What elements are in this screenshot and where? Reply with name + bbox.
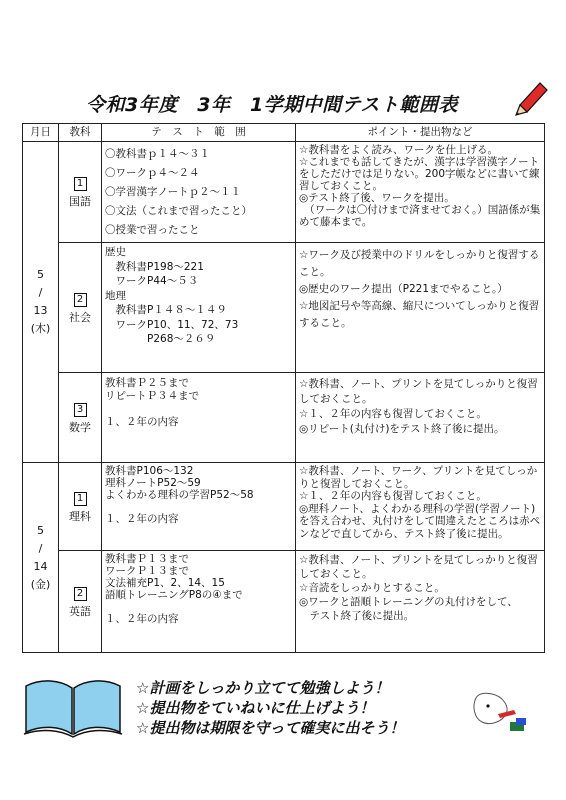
points-cell: ☆教科書、ノート、プリントを見てしっかりと復習しておくこと。 ☆１、２年の内容も復習しておくこと。 ◎リピート(丸付け)をテスト終了後に提出。 — [296, 373, 545, 463]
subject-cell — [59, 373, 102, 463]
subject-name: 社会 — [69, 310, 91, 324]
subject-cell — [59, 463, 102, 551]
header-date: 月日 — [23, 124, 59, 142]
subject-cell — [59, 142, 102, 243]
subject-name: 理科 — [69, 509, 91, 523]
points-cell: ☆ワーク及び授業中のドリルをしっかりと復習すること。 ◎歴史のワーク提出（P221までやること。） ☆地図記号や等高線、縮尺についてしっかりと復習すること。 — [296, 243, 545, 373]
page-title: 令和3年度 3年 1学期中間テスト範囲表 — [86, 94, 458, 116]
test-range-table — [22, 123, 545, 653]
subject-number: 1 — [74, 492, 87, 506]
points-cell: ☆教科書、ノート、ワーク、プリントを見てしっかりと復習しておくこと。 ☆１、２年の内容も復習しておくこと。 ◎理科ノート、よくわかる理科の学習(学習ノート)を答え合わせ、丸付けをして間違えたところは赤ペンなどで直してから、テスト終了後に提出。 — [296, 463, 545, 551]
range-cell: 教科書Ｐ１３まで ワークＰ１３まで 文法補充P1、2、14、15 語順トレーニングP8の④まで １、２年の内容 — [102, 551, 296, 653]
subject-number: 1 — [74, 177, 87, 191]
subject-name: 国語 — [69, 195, 91, 208]
slogan-line: ☆計画をしっかり立てて勉強しよう！ — [136, 679, 390, 697]
subject-number: 2 — [74, 587, 87, 601]
range-cell: 教科書Ｐ２５まで リピートＰ３４まで １、２年の内容 — [102, 373, 296, 463]
open-book-icon — [22, 672, 124, 740]
slogans — [136, 678, 404, 738]
subject-name: 数学 — [69, 420, 91, 434]
points-cell: ☆教科書、ノート、プリントを見てしっかりと復習しておくこと。 ☆音読をしっかりとすること。 ◎ワークと語順トレーニングの丸付けをして、 テスト終了後に提出。 — [296, 551, 545, 653]
subject-cell — [59, 243, 102, 373]
date-cell: 5 / 14 (金) — [23, 463, 59, 653]
date-cell: 5 / 13 (木) — [23, 142, 59, 463]
character-illustration — [468, 688, 530, 736]
header-subject: 教科 — [59, 124, 102, 142]
subject-name: 英語 — [69, 604, 91, 618]
points-cell: ☆教科書をよく読み、ワークを仕上げる。 ☆これまでも話してきたが、漢字は学習漢字ノートをしただけでは足りない。200字帳などに書いて練習しておくこと。 ◎テスト終了後、ワークを提出。 （ワークは〇付けまで済ませておく。）国語係が集めて藤本まで。 — [296, 142, 545, 243]
header-points: ポイント・提出物など — [296, 124, 545, 142]
range-cell: 教科書P106～132 理科ノートP52～59 よくわかる理科の学習P52～58 １、２年の内容 — [102, 463, 296, 551]
slogan-line: ☆提出物は期限を守って確実に出そう！ — [136, 719, 405, 737]
subject-cell — [59, 551, 102, 653]
range-cell: 歴史 教科書P198～221 ワークP44～５３ 地理 教科書P１４８～１４９ ワークP10、11、72、73 P268～２６９ — [102, 243, 296, 373]
subject-number: 2 — [74, 293, 87, 307]
header-range: テ ス ト 範 囲 — [102, 124, 296, 142]
range-cell: 〇教科書ｐ１４～３１ 〇ワークｐ４～２４ 〇学習漢字ノートｐ２～１１ 〇文法（これまで習ったこと） 〇授業で習ったこと — [102, 142, 296, 243]
pencil-icon — [512, 77, 552, 117]
slogan-line: ☆提出物をていねいに仕上げよう！ — [136, 699, 375, 717]
subject-number: 3 — [74, 403, 87, 417]
